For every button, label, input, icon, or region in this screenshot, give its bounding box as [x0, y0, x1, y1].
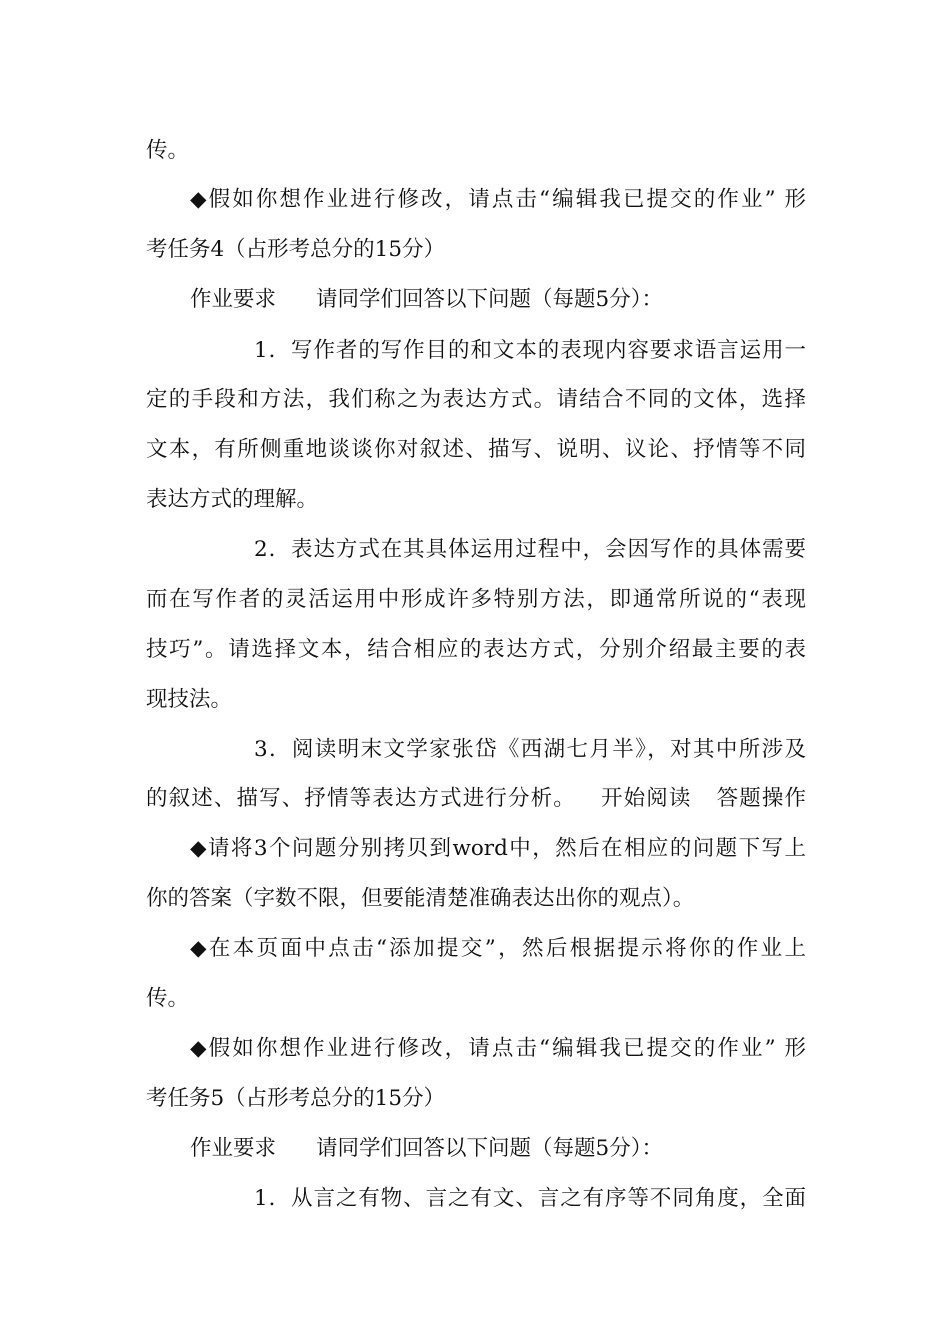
text-line: 2．表达方式在其具体运用过程中，会因写作的具体需要 [254, 537, 806, 562]
text-line: 表达方式的理解。 [146, 487, 319, 512]
assignment-requirement-line [190, 285, 806, 315]
requirement-text: 请同学们回答以下问题（每题5分）： [316, 1136, 663, 1161]
text-line: 文本，有所侧重地谈谈你对叙述、描写、说明、议论、抒情等不同 [146, 437, 806, 462]
text-line: 1．写作者的写作目的和文本的表现内容要求语言运用一 [254, 338, 806, 363]
text-line: ◆假如你想作业进行修改，请点击“编辑我已提交的作业” 形 [190, 1036, 806, 1061]
text-line: 考任务5（占形考总分的15分） [146, 1086, 446, 1111]
text-line: 技巧”。请选择文本，结合相应的表达方式，分别介绍最主要的表 [146, 637, 806, 662]
text-line: 而在写作者的灵活运用中形成许多特别方法，即通常所说的“表现 [146, 587, 806, 612]
assignment-requirement-line [190, 1134, 806, 1164]
text-line: 现技法。 [146, 687, 233, 712]
requirement-heading: 作业要求 [190, 1136, 277, 1161]
text-line: ◆假如你想作业进行修改，请点击“编辑我已提交的作业” 形 [190, 187, 806, 212]
text-segment: 的叙述、描写、抒情等表达方式进行分析。 [146, 786, 576, 811]
text-line: 定的手段和方法，我们称之为表达方式。请结合不同的文体，选择 [146, 387, 806, 412]
text-line: 你的答案（字数不限，但要能清楚准确表达出你的观点）。 [146, 886, 695, 911]
text-line-with-links [146, 784, 806, 814]
text-line: 1．从言之有物、言之有文、言之有序等不同角度，全面 [254, 1186, 806, 1211]
text-line: ◆在本页面中点击“添加提交”，然后根据提示将你的作业上 [190, 936, 806, 961]
text-line: ◆请将3个问题分别拷贝到word中，然后在相应的问题下写上 [190, 836, 806, 861]
text-line: 传。 [146, 986, 190, 1011]
text-line: 考任务4（占形考总分的15分） [146, 237, 446, 262]
start-reading-link[interactable]: 开始阅读 [599, 786, 692, 811]
requirement-text: 请同学们回答以下问题（每题5分）： [316, 287, 663, 312]
text-line: 3．阅读明末文学家张岱《西湖七月半》，对其中所涉及 [254, 737, 806, 762]
text-line: 传。 [146, 138, 190, 163]
requirement-heading: 作业要求 [190, 287, 277, 312]
answer-operation-link[interactable]: 答题操作 [715, 786, 806, 811]
